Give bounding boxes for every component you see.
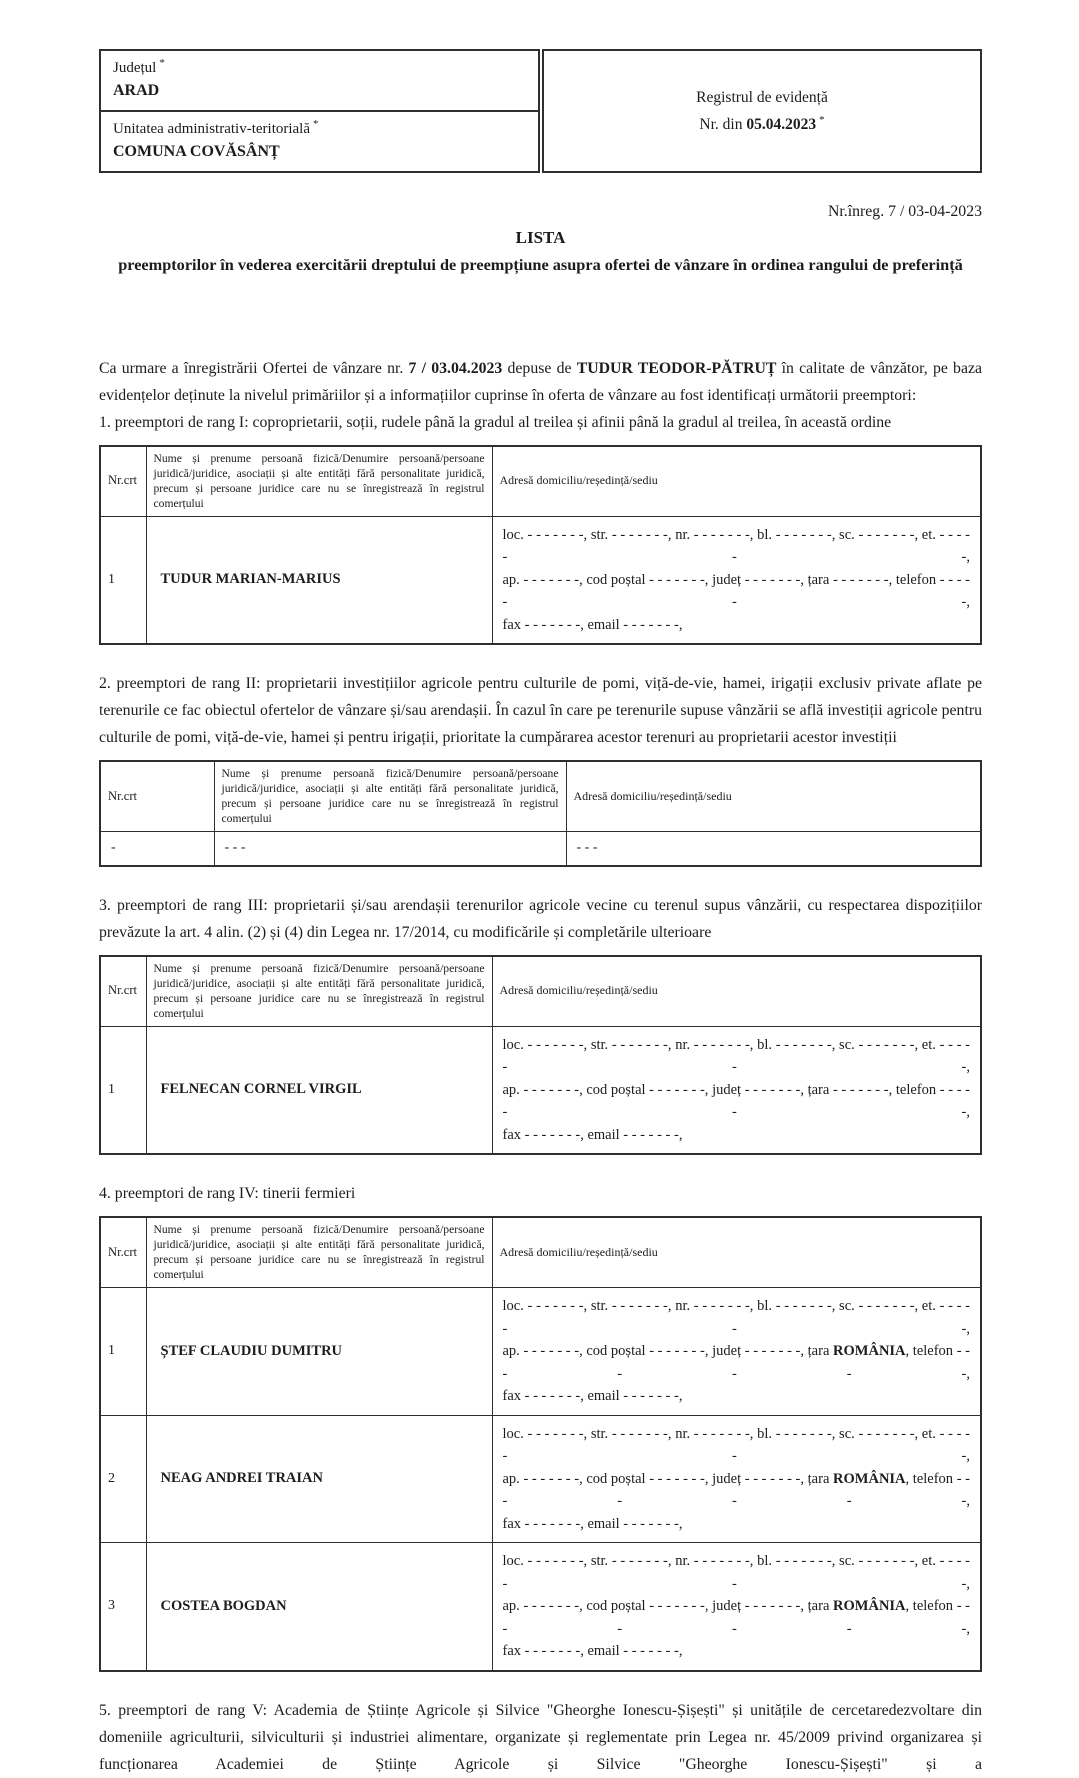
country-value: - - - - - - - xyxy=(832,571,889,588)
uat-label-text: Unitatea administrativ-teritorială xyxy=(113,121,311,137)
header-right-box xyxy=(542,49,982,173)
address-line-3: fax - - - - - - -, email - - - - - - -, xyxy=(502,1388,683,1404)
nr-cell: 1 xyxy=(100,516,146,644)
name-header-cell: Nume și prenume persoană fizică/Denumire persoană/persoane juridică/juridice, asociații și alte entități fără personalitate juridică, precum și persoane juridice care nu se înregistrează în registrul comerțului xyxy=(214,761,566,832)
section-3-heading: 3. preemptori de rang III: proprietarii și/sau arendașii terenurilor agricole vecine cu terenul supus vânzării, cu respectarea dispozițiilor prevăzute la art. 4 alin. (2) și (4) din Legea nr. 17/2014, cu modificările și completările ulterioare xyxy=(99,896,982,941)
uat-cell xyxy=(101,110,538,171)
address-line-2a: ap. - - - - - - -, cod poștal - - - - - - -, județ - - - - - - -, țara xyxy=(502,1598,834,1614)
address-line-2 xyxy=(503,1595,971,1640)
judet-label xyxy=(113,57,526,79)
address-line-3: fax - - - - - - -, email - - - - - - -, xyxy=(502,616,683,633)
intro-text-1: Ca urmare a înregistrării Ofertei de vânzare nr. xyxy=(99,359,409,377)
address-line-2 xyxy=(503,569,971,614)
page-subtitle: preemptorilor în vederea exercitării dreptului de preempțiune asupra ofertei de vânzare în ordinea rangului de preferință xyxy=(118,255,963,274)
address-line-1: loc. - - - - - - -, str. - - - - - - -, nr. - - - - - - -, bl. - - - - - - -, sc. - - - - - - -, et. - - - - - - -, xyxy=(502,1553,970,1592)
table-row xyxy=(100,1026,981,1154)
address-line-2b: , telefon - - - - - - -, xyxy=(502,1598,970,1637)
address-header-cell: Adresă domiciliu/reședință/sediu xyxy=(566,761,981,832)
registru-title: Registrul de evidență xyxy=(696,89,828,106)
intro-text-3: în calitate de vânzător, pe baza evidențelor deținute la nivelul primăriilor și a informațiilor cuprinse în oferta de vânzare au fost identificați următorii preemptori: xyxy=(99,359,982,404)
registru-number-prefix: Nr. din xyxy=(699,116,743,133)
address-line-2b: , telefon - - - - - - -, xyxy=(502,1081,970,1120)
table-header-row xyxy=(100,956,981,1027)
address-line-2 xyxy=(503,1079,971,1124)
address-line-2b: , telefon - - - - - - -, xyxy=(502,1470,970,1509)
address-line-3: fax - - - - - - -, email - - - - - - -, xyxy=(502,1643,683,1659)
judet-label-text: Județul xyxy=(113,60,157,76)
header-left-box xyxy=(99,49,540,173)
registru-number-line xyxy=(699,111,824,138)
registru-number-date: 05.04.2023 xyxy=(746,116,817,133)
address-line-2b: , telefon - - - - - - -, xyxy=(502,1343,970,1382)
section-4-heading: 4. preemptori de rang IV: tinerii fermieri xyxy=(99,1185,356,1202)
address-line-1: loc. - - - - - - -, str. - - - - - - -, nr. - - - - - - -, bl. - - - - - - -, sc. - - - - - - -, et. - - - - - - -, xyxy=(502,1425,970,1464)
address-line-3: fax - - - - - - -, email - - - - - - -, xyxy=(502,1515,683,1532)
nr-cell: 1 xyxy=(100,1026,146,1154)
rang-4-table xyxy=(99,1216,982,1672)
registration-line: Nr.înreg. 7 / 03-04-2023 xyxy=(828,203,982,220)
table-row xyxy=(100,1543,981,1671)
nrcrt-header-cell: Nr.crt xyxy=(100,446,146,517)
nrcrt-header-cell: Nr.crt xyxy=(100,761,214,832)
name-cell: COSTEA BOGDAN xyxy=(146,1543,492,1671)
address-line-2a: ap. - - - - - - -, cod poștal - - - - - - -, județ - - - - - - -, țara xyxy=(502,1081,833,1098)
address-cell xyxy=(492,1415,981,1543)
address-cell xyxy=(492,516,981,644)
table-row xyxy=(100,1415,981,1543)
address-header-cell: Adresă domiciliu/reședință/sediu xyxy=(492,446,981,517)
name-header-cell: Nume și prenume persoană fizică/Denumire persoană/persoane juridică/juridice, asociații și alte entități fără personalitate juridică, precum și persoane juridice care nu se înregistrează în registrul comerțului xyxy=(146,956,492,1027)
rang-2-table xyxy=(99,760,982,867)
address-line-2 xyxy=(503,1340,971,1385)
address-line-2a: ap. - - - - - - -, cod poștal - - - - - - -, județ - - - - - - -, țara xyxy=(502,1470,834,1487)
nr-cell: 1 xyxy=(100,1288,146,1416)
country-value: ROMÂNIA xyxy=(833,1470,906,1487)
country-value: - - - - - - - xyxy=(832,1081,889,1098)
nr-cell: 2 xyxy=(100,1415,146,1543)
rang-1-table xyxy=(99,445,982,646)
address-cell: - - - xyxy=(566,832,981,866)
header-boxes xyxy=(99,49,982,173)
table-row xyxy=(100,516,981,644)
name-cell: - - - xyxy=(214,832,566,866)
table-row xyxy=(100,832,981,866)
address-cell xyxy=(492,1288,981,1416)
uat-value: COMUNA COVĂSÂNȚ xyxy=(113,143,280,160)
uat-label xyxy=(113,118,526,140)
intro-paragraph xyxy=(99,355,982,409)
address-line-2a: ap. - - - - - - -, cod poștal - - - - - - -, județ - - - - - - -, țara xyxy=(502,571,833,588)
table-header-row xyxy=(100,761,981,832)
address-line-3: fax - - - - - - -, email - - - - - - -, xyxy=(502,1126,683,1143)
address-line-1: loc. - - - - - - -, str. - - - - - - -, nr. - - - - - - -, bl. - - - - - - -, sc. - - - - - - -, et. - - - - - - -, xyxy=(502,526,970,565)
address-line-2b: , telefon - - - - - - -, xyxy=(502,571,970,610)
nr-cell: - xyxy=(100,832,214,866)
section-1-heading: 1. preemptori de rang I: coproprietarii, soții, rudele până la gradul al treilea și afinii până la gradul al treilea, în această ordine xyxy=(99,413,892,431)
address-line-1: loc. - - - - - - -, str. - - - - - - -, nr. - - - - - - -, bl. - - - - - - -, sc. - - - - - - -, et. - - - - - - -, xyxy=(502,1036,970,1075)
address-line-2 xyxy=(503,1468,971,1513)
address-cell xyxy=(492,1543,981,1671)
address-line-1: loc. - - - - - - -, str. - - - - - - -, nr. - - - - - - -, bl. - - - - - - -, sc. - - - - - - -, et. - - - - - - -, xyxy=(502,1298,970,1337)
seller-name: TUDUR TEODOR-PĂTRUȚ xyxy=(576,359,777,377)
address-cell xyxy=(492,1026,981,1154)
required-asterisk: * xyxy=(819,113,825,126)
intro-text-2: depuse de xyxy=(502,359,577,377)
table-header-row xyxy=(100,446,981,517)
name-header-cell: Nume și prenume persoană fizică/Denumire persoană/persoane juridică/juridice, asociații și alte entități fără personalitate juridică, precum și persoane juridice care nu se înregistrează în registrul comerțului xyxy=(146,1217,492,1288)
page-title: LISTA xyxy=(515,228,566,247)
nr-cell: 3 xyxy=(100,1543,146,1671)
offer-number: 7 / 03.04.2023 xyxy=(408,359,503,377)
name-cell: NEAG ANDREI TRAIAN xyxy=(146,1415,492,1543)
address-header-cell: Adresă domiciliu/reședință/sediu xyxy=(492,956,981,1027)
address-line-2a: ap. - - - - - - -, cod poștal - - - - - - -, județ - - - - - - -, țara xyxy=(502,1343,834,1359)
country-value: ROMÂNIA xyxy=(833,1598,906,1614)
table-header-row xyxy=(100,1217,981,1288)
name-cell: FELNECAN CORNEL VIRGIL xyxy=(146,1026,492,1154)
judet-value: ARAD xyxy=(113,82,160,99)
name-cell: TUDUR MARIAN-MARIUS xyxy=(146,516,492,644)
judet-cell xyxy=(101,51,538,110)
address-header-cell: Adresă domiciliu/reședință/sediu xyxy=(492,1217,981,1288)
required-asterisk: * xyxy=(159,57,165,69)
table-row xyxy=(100,1288,981,1416)
country-value: ROMÂNIA xyxy=(833,1343,906,1359)
nrcrt-header-cell: Nr.crt xyxy=(100,1217,146,1288)
section-2-heading: 2. preemptori de rang II: proprietarii investițiilor agricole pentru culturile de pomi, viță-de-vie, hamei, irigații exclusiv private aflate pe terenurile ce fac obiectul ofertelor de vânzare și/sau arendașii. În cazul în care pe terenurile supuse vânzării se află investiții agricole pentru culturile de pomi, viță-de-vie, hamei și pentru irigații, prioritate la cumpărarea acestor terenuri au proprietarii acestor investiții xyxy=(99,675,982,746)
name-cell: ȘTEF CLAUDIU DUMITRU xyxy=(146,1288,492,1416)
required-asterisk: * xyxy=(313,118,319,130)
nrcrt-header-cell: Nr.crt xyxy=(100,956,146,1027)
rang-3-table xyxy=(99,955,982,1156)
name-header-cell: Nume și prenume persoană fizică/Denumire persoană/persoane juridică/juridice, asociații și alte entități fără personalitate juridică, precum și persoane juridice care nu se înregistrează în registrul comerțului xyxy=(146,446,492,517)
section-5-heading: 5. preemptori de rang V: Academia de Științe Agricole și Silvice "Gheorghe Ionescu-Șișești" și unitățile de cercetaredezvoltare din domeniile agriculturii, silviculturii și industriei alimentare, organizate și reglementate prin Legea nr. 45/2009 privind organizarea și funcționarea Academiei de Științe Agricole și Silvice "Gheorghe Ionescu-Șișești" și a xyxy=(99,1701,982,1773)
